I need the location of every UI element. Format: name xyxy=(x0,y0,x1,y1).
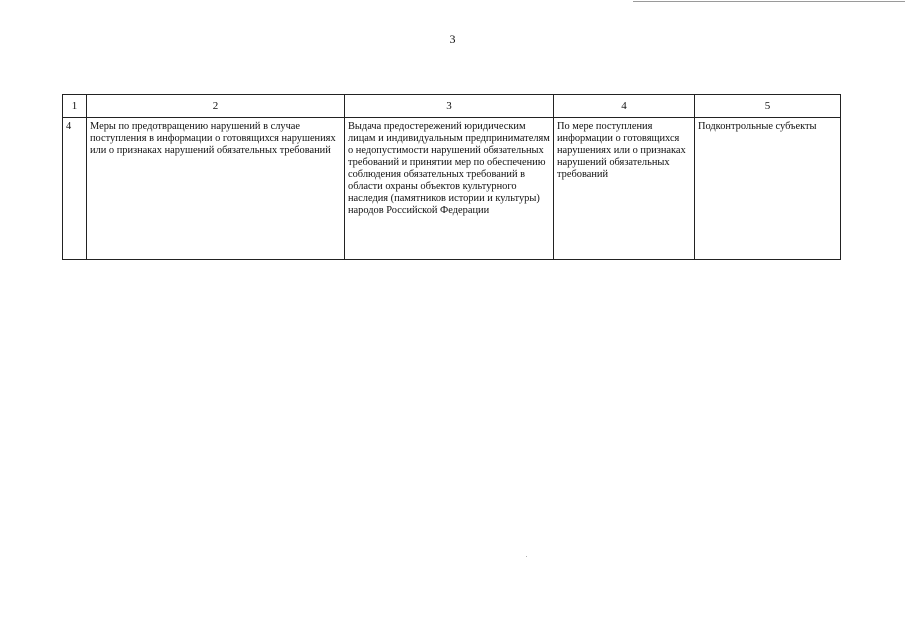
timing-cell: По мере поступления информации о готовящихся нарушениях или о признаках нарушений обязательных требований xyxy=(554,118,695,260)
header-cell-4: 4 xyxy=(554,95,695,118)
top-rule xyxy=(633,1,905,2)
row-number-cell: 4 xyxy=(63,118,87,260)
subjects-cell: Подконтрольные субъекты xyxy=(695,118,841,260)
header-cell-5: 5 xyxy=(695,95,841,118)
header-cell-1: 1 xyxy=(63,95,87,118)
table-header-row xyxy=(63,95,841,118)
measure-name-cell: Меры по предотвращению нарушений в случае поступления в информации о готовящихся нарушениях или о признаках нарушений обязательных требований xyxy=(87,118,345,260)
page-number: 3 xyxy=(449,32,456,46)
header-cell-3: 3 xyxy=(345,95,554,118)
measure-content-cell: Выдача предостережений юридическим лицам и индивидуальным предпринимателям о недопустимости нарушений обязательных требований и принятии мер по обеспечению соблюдения обязательных требований в области охраны объектов культурного наследия (памятников истории и культуры) народов Российской Федерации xyxy=(345,118,554,260)
measures-table xyxy=(62,94,841,260)
header-cell-2: 2 xyxy=(87,95,345,118)
scan-speck xyxy=(526,556,527,557)
table-row xyxy=(63,118,841,260)
